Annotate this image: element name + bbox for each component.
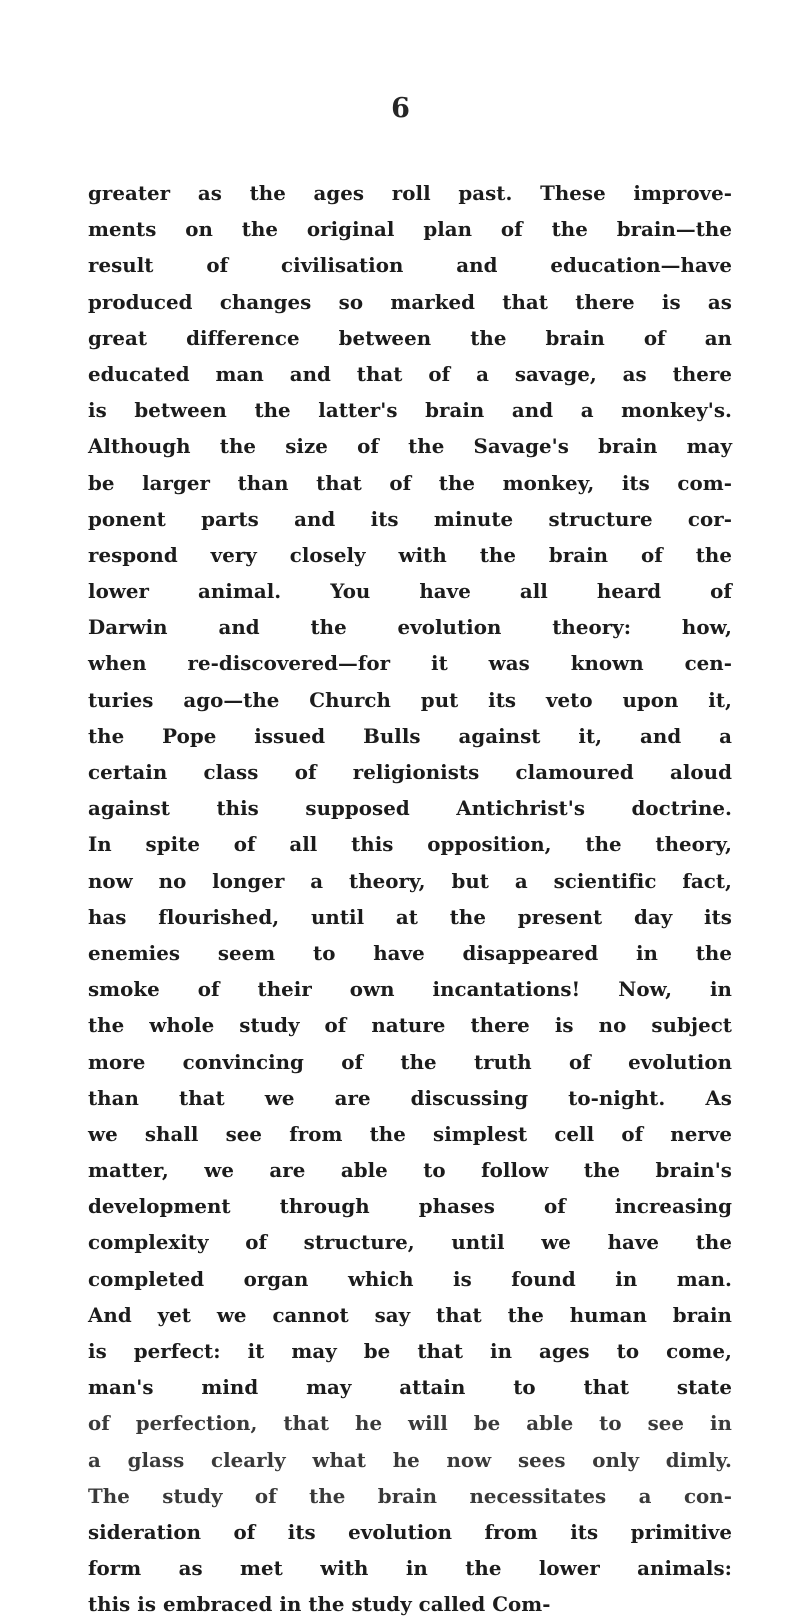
text-line: ments on the original plan of the brain—the [88,217,732,242]
text-line: when re-discovered—for it was known cen- [88,651,732,676]
text-line: lower animal. You have all heard of [88,579,732,604]
text-line: Darwin and the evolution theory: how, [88,615,732,640]
text-line: And yet we cannot say that the human brain [88,1302,732,1327]
text-line: than that we are discussing to-night. As [88,1085,732,1110]
text-line: more convincing of the truth of evolution [88,1049,732,1074]
text-line: educated man and that of a savage, as there [88,361,732,386]
text-line: completed organ which is found in man. [88,1266,732,1291]
text-line: great difference between the brain of an [88,325,732,350]
text-line: we shall see from the simplest cell of nerve [88,1121,732,1146]
text-line: development through phases of increasing [88,1194,732,1219]
text-line: respond very closely with the brain of the [88,542,732,567]
text-line: man's mind may attain to that state [88,1375,732,1400]
text-line: ponent parts and its minute structure cor- [88,506,732,531]
text-line: certain class of religionists clamoured aloud [88,760,732,784]
body-text [88,175,732,1623]
text-line: this is embraced in the study called Com- [88,1592,551,1617]
page-number: 6 [391,93,410,124]
text-line: In spite of all this opposition, the theory, [88,832,732,857]
text-line: produced changes so marked that there is as [88,289,732,314]
text-line: matter, we are able to follow the brain's [88,1158,732,1183]
text-line: against this supposed Antichrist's doctrine. [88,796,732,821]
text-line: Although the size of the Savage's brain may [88,434,732,459]
text-line: be larger than that of the monkey, its com- [88,470,732,495]
text-line: smoke of their own incantations! Now, in [88,977,732,1002]
text-line: now no longer a theory, but a scientific fact, [88,868,732,893]
text-line: the whole study of nature there is no subject [88,1013,732,1038]
text-line: enemies seem to have disappeared in the [88,940,732,965]
text-line: the Pope issued Bulls against it, and a [88,723,732,748]
text-line: result of civilisation and education—have [88,253,732,278]
text-line: is between the latter's brain and a monkey's. [88,398,732,423]
text-line: turies ago—the Church put its veto upon it, [88,687,732,712]
text-line: complexity of structure, until we have the [88,1230,732,1255]
text-line: greater as the ages roll past. These improve- [88,181,732,205]
text-line: The study of the brain necessitates a con- [88,1483,732,1508]
text-line: a glass clearly what he now sees only dimly. [88,1447,732,1472]
text-line: of perfection, that he will be able to see in [88,1411,732,1436]
text-line: is perfect: it may be that in ages to come, [88,1339,732,1363]
text-line: form as met with in the lower animals: [88,1556,732,1581]
text-line: sideration of its evolution from its primitive [88,1519,732,1544]
text-line: has flourished, until at the present day its [88,904,732,929]
